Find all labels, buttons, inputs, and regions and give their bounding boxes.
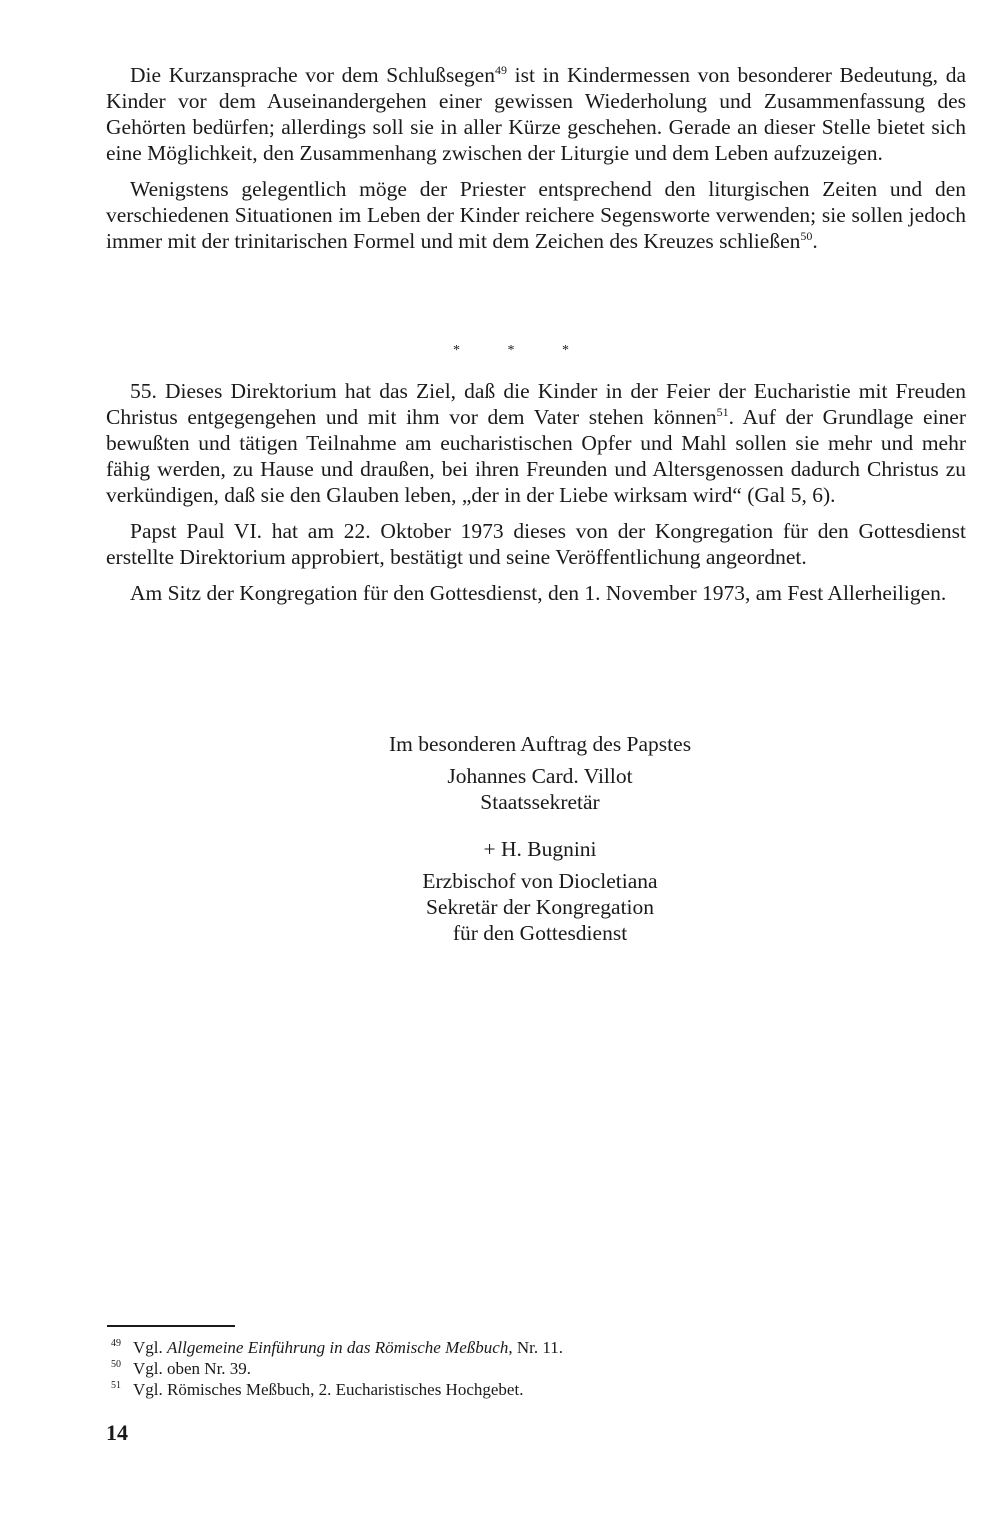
signature-role-cont: für den Gottesdienst (452, 921, 628, 945)
signature-name: + H. Bugnini (483, 837, 597, 861)
body-text-top (106, 62, 966, 264)
footnote-ref-49: 49 (494, 63, 507, 77)
footnote-50: 50 Vgl. oben Nr. 39. (111, 1359, 252, 1378)
signature-bugnini (290, 836, 790, 946)
paragraph-closing-address: Die Kurzansprache vor dem Schlußsegen$^{49}$ ist in Kindermessen von besonderer Bedeutung, da Kinder vor dem Auseinandergehen einer gewissen Wiederholung und Zusammenfassung des Gehörten bedürfen; allerdings soll sie in aller Kürze geschehen. Gerade an dieser Stelle bietet sich eine Möglichkeit, den Zusammenhang zwischen der Liturgie und dem Leben aufzuzeigen. (106, 63, 966, 165)
footnote-divider (107, 1325, 235, 1327)
footnote-49: 49 Vgl. Allgemeine Einführung in das Römische Meßbuch, Nr. 11. (111, 1338, 563, 1357)
signature-name: Johannes Card. Villot (447, 764, 633, 788)
body-text-bottom (106, 378, 966, 616)
signature-role: Sekretär der Kongregation (425, 895, 655, 919)
section-separator: * * * (453, 343, 591, 358)
footnote-51: 51 Vgl. Römisches Meßbuch, 2. Eucharistisches Hochgebet. (111, 1380, 524, 1399)
page-number: 14 (106, 1420, 128, 1445)
footnotes (111, 1337, 933, 1400)
paragraph-blessing: Wenigstens gelegentlich möge der Priester entsprechend den liturgischen Zeiten und den verschiedenen Situationen im Leben der Kinder reichere Segensworte verwenden; sie sollen jedoch immer mit der trinitarischen Formel und mit dem Zeichen des Kreuzes schließen$^{50}$. (106, 177, 966, 253)
signature-title: Staatssekretär (480, 790, 600, 814)
paragraph-date-place: Am Sitz der Kongregation für den Gottesdienst, den 1. November 1973, am Fest Allerheiligen. (130, 581, 947, 605)
signature-title: Erzbischof von Diocletiana (422, 869, 658, 893)
footnote-ref-51: 51 (716, 405, 729, 419)
signature-mandate-line: Im besonderen Auftrag des Papstes (388, 732, 692, 756)
signature-villot (290, 731, 790, 815)
footnote-ref-50: 50 (800, 229, 813, 243)
paragraph-approval: Papst Paul VI. hat am 22. Oktober 1973 dieses von der Kongregation für den Gottesdienst erstellte Direktorium approbiert, bestätigt und seine Veröffentlichung angeordnet. (106, 519, 966, 569)
paragraph-55: 55. Dieses Direktorium hat das Ziel, daß die Kinder in der Feier der Eucharistie mit Freuden Christus entgegengehen und mit ihm vor dem Vater stehen können$^{51}$. Auf der Grundlage einer bewußten und tätigen Teilnahme am eucharistischen Opfer und Mahl sollen sie mehr und mehr fähig werden, zu Hause und draußen, bei ihren Freunden und Altersgenossen dadurch Christus zu verkündigen, daß sie den Glauben leben, „der in der Liebe wirksam wird“ (Gal 5, 6). (106, 379, 966, 507)
